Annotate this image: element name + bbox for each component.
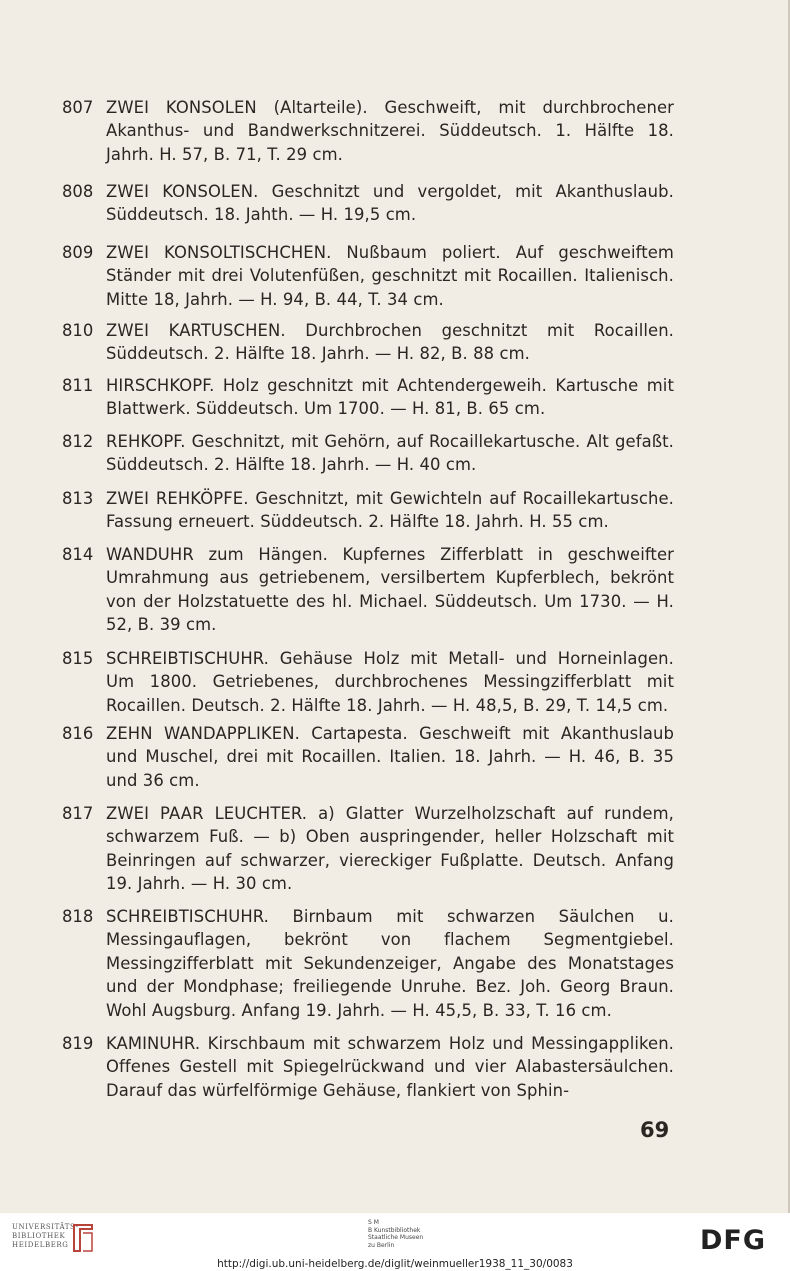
entry-text: ZEHN WANDAPPLIKEN. Cartapesta. Geschweift mit Akanthuslaub und Muschel, drei mit Rocaillen. Italien. 18. Jahrh. — H. 46, B. 35 und 36 cm. bbox=[106, 724, 674, 790]
catalog-entry bbox=[62, 374, 674, 421]
logo-text-line: B Kunstbibliothek bbox=[368, 1226, 421, 1234]
catalog-entry bbox=[62, 722, 674, 792]
catalog-entry bbox=[62, 1032, 674, 1102]
entry-number: 814 bbox=[62, 545, 94, 564]
entry-text: ZWEI KONSOLEN (Altarteile). Geschweift, mit durchbrochener Akanthus- und Bandwerkschnitzerei. Süddeutsch. 1. Hälfte 18. Jahrh. H. 57, B. 71, T. 29 cm. bbox=[106, 98, 674, 164]
logo-text-line: UNIVERSITÄTS- bbox=[12, 1223, 79, 1231]
entry-text: ZWEI REHKÖPFE. Geschnitzt, mit Gewichteln auf Rocaillekartusche. Fassung erneuert. Süddeutsch. 2. Hälfte 18. Jahrh. H. 55 cm. bbox=[106, 489, 674, 532]
entry-number: 818 bbox=[62, 907, 94, 926]
entry-text: REHKOPF. Geschnitzt, mit Gehörn, auf Rocaillekartusche. Alt gefaßt. Süddeutsch. 2. Hälfte 18. Jahrh. — H. 40 cm. bbox=[106, 432, 674, 475]
entry-number: 811 bbox=[62, 376, 94, 395]
page-number: 69 bbox=[640, 1118, 670, 1142]
catalog-entry bbox=[62, 487, 674, 534]
heidelberg-library-logo bbox=[12, 1223, 79, 1250]
entry-text: ZWEI PAAR LEUCHTER. a) Glatter Wurzelholzschaft auf rundem, schwarzem Fuß. — b) Oben auspringender, heller Holzschaft mit Beinringen auf schwarzer, viereckiger Fußplatte. Deutsch. Anfang 19. Jahrh. — H. 30 cm. bbox=[106, 804, 674, 894]
logo-text-line: S M bbox=[368, 1219, 379, 1226]
logo-text-line: BIBLIOTHEK bbox=[12, 1232, 66, 1240]
entry-number: 819 bbox=[62, 1034, 94, 1053]
catalog-entry bbox=[62, 241, 674, 311]
logo-text-line: zu Berlin bbox=[368, 1241, 395, 1249]
entry-number: 807 bbox=[62, 98, 94, 117]
logo-text-line: HEIDELBERG bbox=[12, 1241, 69, 1249]
entry-number: 809 bbox=[62, 243, 94, 262]
entry-number: 813 bbox=[62, 489, 94, 508]
entry-number: 812 bbox=[62, 432, 94, 451]
entry-text: WANDUHR zum Hängen. Kupfernes Zifferblatt in geschweifter Umrahmung aus getriebenem, versilbertem Kupferblech, bekrönt von der Holzstatuette des hl. Michael. Süddeutsch. Um 1730. — H. 52, B. 39 cm. bbox=[106, 545, 674, 635]
catalog-entry bbox=[62, 430, 674, 477]
entry-text: ZWEI KARTUSCHEN. Durchbrochen geschnitzt mit Rocaillen. Süddeutsch. 2. Hälfte 18. Jahrh. — H. 82, B. 88 cm. bbox=[106, 321, 674, 364]
entry-text: KAMINUHR. Kirschbaum mit schwarzem Holz und Messingappliken. Offenes Gestell mit Spiegelrückwand und vier Alabastersäulchen. Darauf das würfelförmige Gehäuse, flankiert von Sphin- bbox=[106, 1034, 674, 1100]
entry-text: SCHREIBTISCHUHR. Birnbaum mit schwarzen Säulchen u. Messingauflagen, bekrönt von flachem Segmentgiebel. Messingzifferblatt mit Sekundenzeiger, Angabe des Monatstages und der Mondphase; freiliegende Unruhe. Bez. Joh. Georg Braun. Wohl Augsburg. Anfang 19. Jahrh. — H. 45,5, B. 33, T. 16 cm. bbox=[106, 907, 674, 1020]
entry-text: ZWEI KONSOLTISCHCHEN. Nußbaum poliert. Auf geschweiftem Ständer mit drei Volutenfüßen, geschnitzt mit Rocaillen. Italienisch. Mitte 18, Jahrh. — H. 94, B. 44, T. 34 cm. bbox=[106, 243, 674, 309]
entry-number: 808 bbox=[62, 182, 94, 201]
catalog-entry bbox=[62, 647, 674, 717]
catalog-entry bbox=[62, 543, 674, 637]
source-url[interactable]: http://digi.ub.uni-heidelberg.de/diglit/weinmueller1938_11_30/0083 bbox=[217, 1258, 573, 1270]
heidelberg-emblem-icon bbox=[70, 1221, 96, 1255]
logo-text-line: Staatliche Museen bbox=[368, 1234, 424, 1241]
entry-number: 816 bbox=[62, 724, 94, 743]
catalog-entry bbox=[62, 180, 674, 227]
entry-text: HIRSCHKOPF. Holz geschnitzt mit Achtendergeweih. Kartusche mit Blattwerk. Süddeutsch. Um 1700. — H. 81, B. 65 cm. bbox=[106, 376, 674, 419]
entry-number: 810 bbox=[62, 321, 94, 340]
smb-kunstbibliothek-logo bbox=[368, 1219, 423, 1249]
entry-text: SCHREIBTISCHUHR. Gehäuse Holz mit Metall- und Horneinlagen. Um 1800. Getriebenes, durchbrochenes Messingzifferblatt mit Rocaillen. Deutsch. 2. Hälfte 18. Jahrh. — H. 48,5, B. 29, T. 14,5 cm. bbox=[106, 649, 674, 715]
entry-number: 817 bbox=[62, 804, 94, 823]
entry-number: 815 bbox=[62, 649, 94, 668]
dfg-logo: DFG bbox=[700, 1225, 767, 1256]
entry-text: ZWEI KONSOLEN. Geschnitzt und vergoldet, mit Akanthuslaub. Süddeutsch. 18. Jahth. — H. 19,5 cm. bbox=[106, 182, 674, 225]
catalog-entry bbox=[62, 802, 674, 896]
catalog-entry bbox=[62, 905, 674, 1022]
catalog-entry bbox=[62, 319, 674, 366]
catalog-entry bbox=[62, 96, 674, 166]
